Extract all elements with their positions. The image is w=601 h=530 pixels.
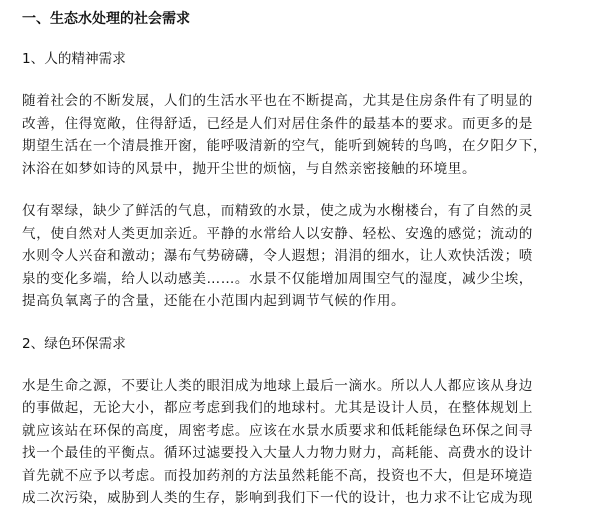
paragraph-line: 就应该站在环保的高度，周密考虑。应该在水景水质要求和低耗能绿色环保之间寻 (22, 422, 533, 439)
paragraph-line: 仅有翠绿，缺少了鲜活的气息，而精致的水景，使之成为水榭楼台，有了自然的灵 (22, 203, 533, 219)
paragraph-water-source (22, 375, 587, 510)
paragraph-line: 首先就不应予以考虑。而投加药剂的方法虽然耗能不高，投资也不大，但是环境造 (22, 467, 533, 484)
document-page (22, 8, 587, 530)
paragraph-line: 水则令人兴奋和激动；瀑布气势磅礴，令人遐想；涓涓的细水，让人欢快活泼；喷 (22, 248, 533, 264)
paragraph-water-landscape (22, 200, 587, 313)
paragraph-line: 泉的变化多端，给人以动感美……。水景不仅能增加周围空气的湿度，减少尘埃， (22, 270, 533, 287)
paragraph-line: 沐浴在如梦如诗的风景中，抛开尘世的烦恼，与自然亲密接触的环境里。 (22, 160, 477, 177)
subsection-title-green-environmental: 2、绿色环保需求 (22, 335, 126, 352)
paragraph-line: 气，使自然对人类更加亲近。平静的水常给人以安静、轻松、安逸的感觉；流动的 (22, 225, 533, 242)
paragraph-line: 的事做起，无论大小，都应考虑到我们的地球村。尤其是设计人员，在整体规划上 (22, 400, 533, 416)
paragraph-line: 提高负氧离子的含量，还能在小范围内起到调节气候的作用。 (22, 293, 406, 309)
paragraph-line: 找一个最佳的平衡点。循环过滤要投入大量人力物力财力，高耗能、高费水的设计 (22, 445, 533, 461)
paragraph-line: 期望生活在一个清晨推开窗，能呼吸清新的空气，能听到婉转的鸟鸣，在夕阳夕下， (22, 138, 548, 154)
paragraph-living-conditions (22, 90, 587, 180)
paragraph-line: 水是生命之源，不要让人类的眼泪成为地球上最后一滴水。所以人人都应该从身边 (22, 377, 533, 394)
paragraph-line: 改善，住得宽敞，住得舒适，已经是人们对居住条件的最基本的要求。而更多的是 (22, 115, 533, 132)
paragraph-line: 成二次污染，威胁到人类的生存，影响到我们下一代的设计，也力求不让它成为现 (22, 490, 533, 506)
section-title: 一、生态水处理的社会需求 (22, 11, 190, 27)
paragraph-line: 随着社会的不断发展，人们的生活水平也在不断提高，尤其是住房条件有了明显的 (22, 93, 533, 109)
subsection-title-spiritual-needs: 1、人的精神需求 (22, 51, 126, 67)
